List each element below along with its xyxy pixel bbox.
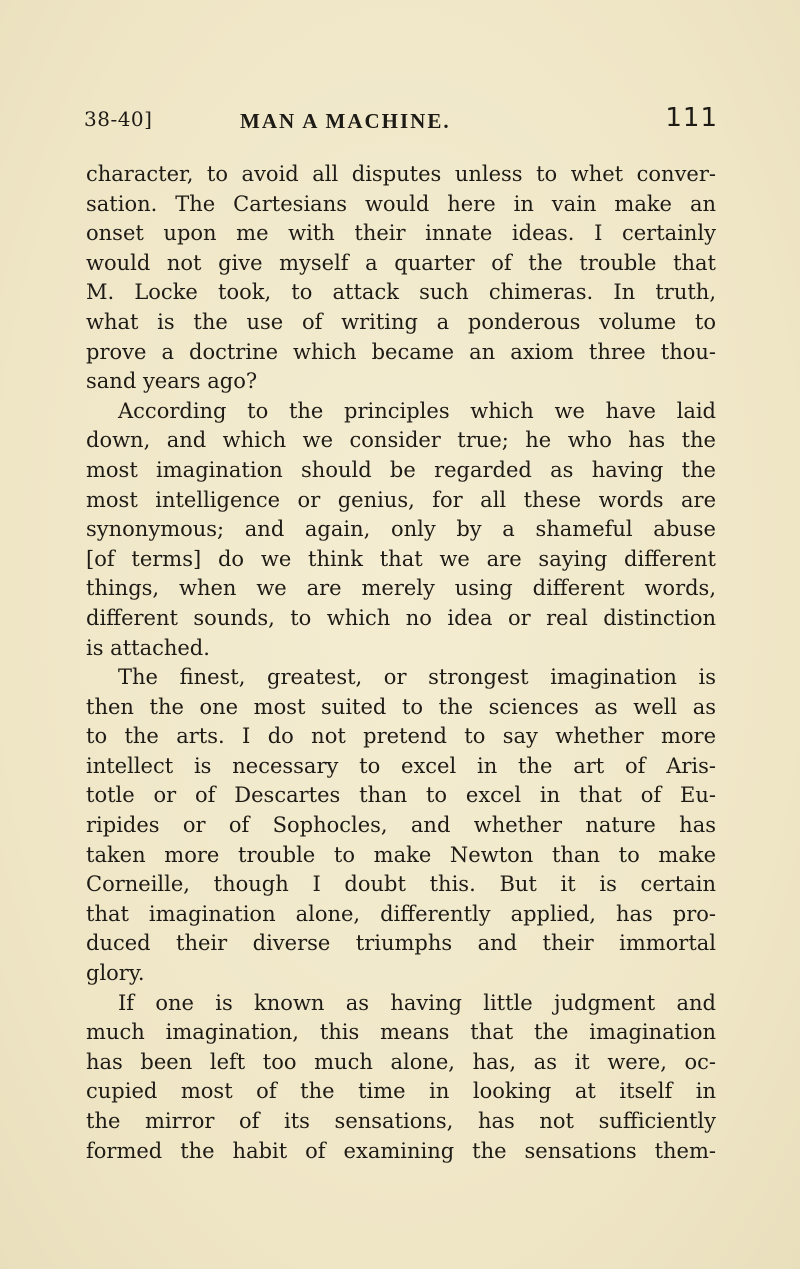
text-line: glory. (86, 961, 145, 986)
text-line: taken more trouble to make Newton than to make (86, 842, 716, 867)
text-line: would not give myself a quarter of the trouble that (86, 250, 716, 275)
text-line: sation. The Cartesians would here in vain make an (86, 191, 716, 216)
text-line: duced their diverse triumphs and their immortal (86, 931, 716, 956)
text-line: synonymous; and again, only by a shameful abuse (86, 517, 716, 542)
text-line: onset upon me with their innate ideas. I certainly (86, 221, 716, 246)
text-line: cupied most of the time in looking at itself in (86, 1079, 716, 1104)
text-line: what is the use of writing a ponderous volume to (86, 309, 716, 334)
text-line: has been left too much alone, has, as it were, oc- (86, 1049, 716, 1074)
text-line: the mirror of its sensations, has not sufficiently (86, 1109, 716, 1133)
text-line: totle or of Descartes than to excel in that of Eu- (86, 783, 716, 808)
text-line: most imagination should be regarded as having the (86, 457, 716, 482)
text-line: [of terms] do we think that we are saying different (86, 546, 716, 571)
text-line: that imagination alone, differently applied, has pro- (86, 901, 716, 926)
text-line: prove a doctrine which became an axiom three thou- (86, 339, 716, 364)
text-line: Corneille, though I doubt this. But it is certain (86, 872, 716, 897)
text-line: is attached. (86, 635, 210, 660)
body-text (86, 160, 716, 1166)
running-head (84, 103, 718, 139)
running-title: MAN A MACHINE. (240, 109, 451, 133)
text-line: much imagination, this means that the imagination (86, 1020, 716, 1045)
text-line: formed the habit of examining the sensations them- (86, 1138, 716, 1163)
page-number: 111 (665, 103, 718, 133)
text-line: most intelligence or genius, for all these words are (86, 487, 716, 512)
paragraph-first-line: The finest, greatest, or strongest imagination is (118, 665, 716, 690)
text-line: different sounds, to which no idea or real distinction (86, 605, 716, 630)
text-line: ripides or of Sophocles, and whether nature has (86, 813, 716, 838)
text-line: M. Locke took, to attack such chimeras. In truth, (86, 280, 716, 305)
text-line: intellect is necessary to excel in the art of Aris- (86, 753, 716, 778)
paragraph-first-line: According to the principles which we have laid (118, 398, 716, 423)
text-line: to the arts. I do not pretend to say whether more (86, 724, 716, 749)
page-range-ref: 38-40] (84, 107, 153, 131)
paragraph-first-line: If one is known as having little judgment and (118, 990, 716, 1015)
text-line: things, when we are merely using different words, (86, 576, 716, 601)
text-line: character, to avoid all disputes unless to whet conver- (86, 162, 716, 186)
text-line: down, and which we consider true; he who has the (86, 428, 716, 453)
text-line: then the one most suited to the sciences as well as (86, 694, 716, 719)
text-line: sand years ago? (86, 369, 258, 394)
